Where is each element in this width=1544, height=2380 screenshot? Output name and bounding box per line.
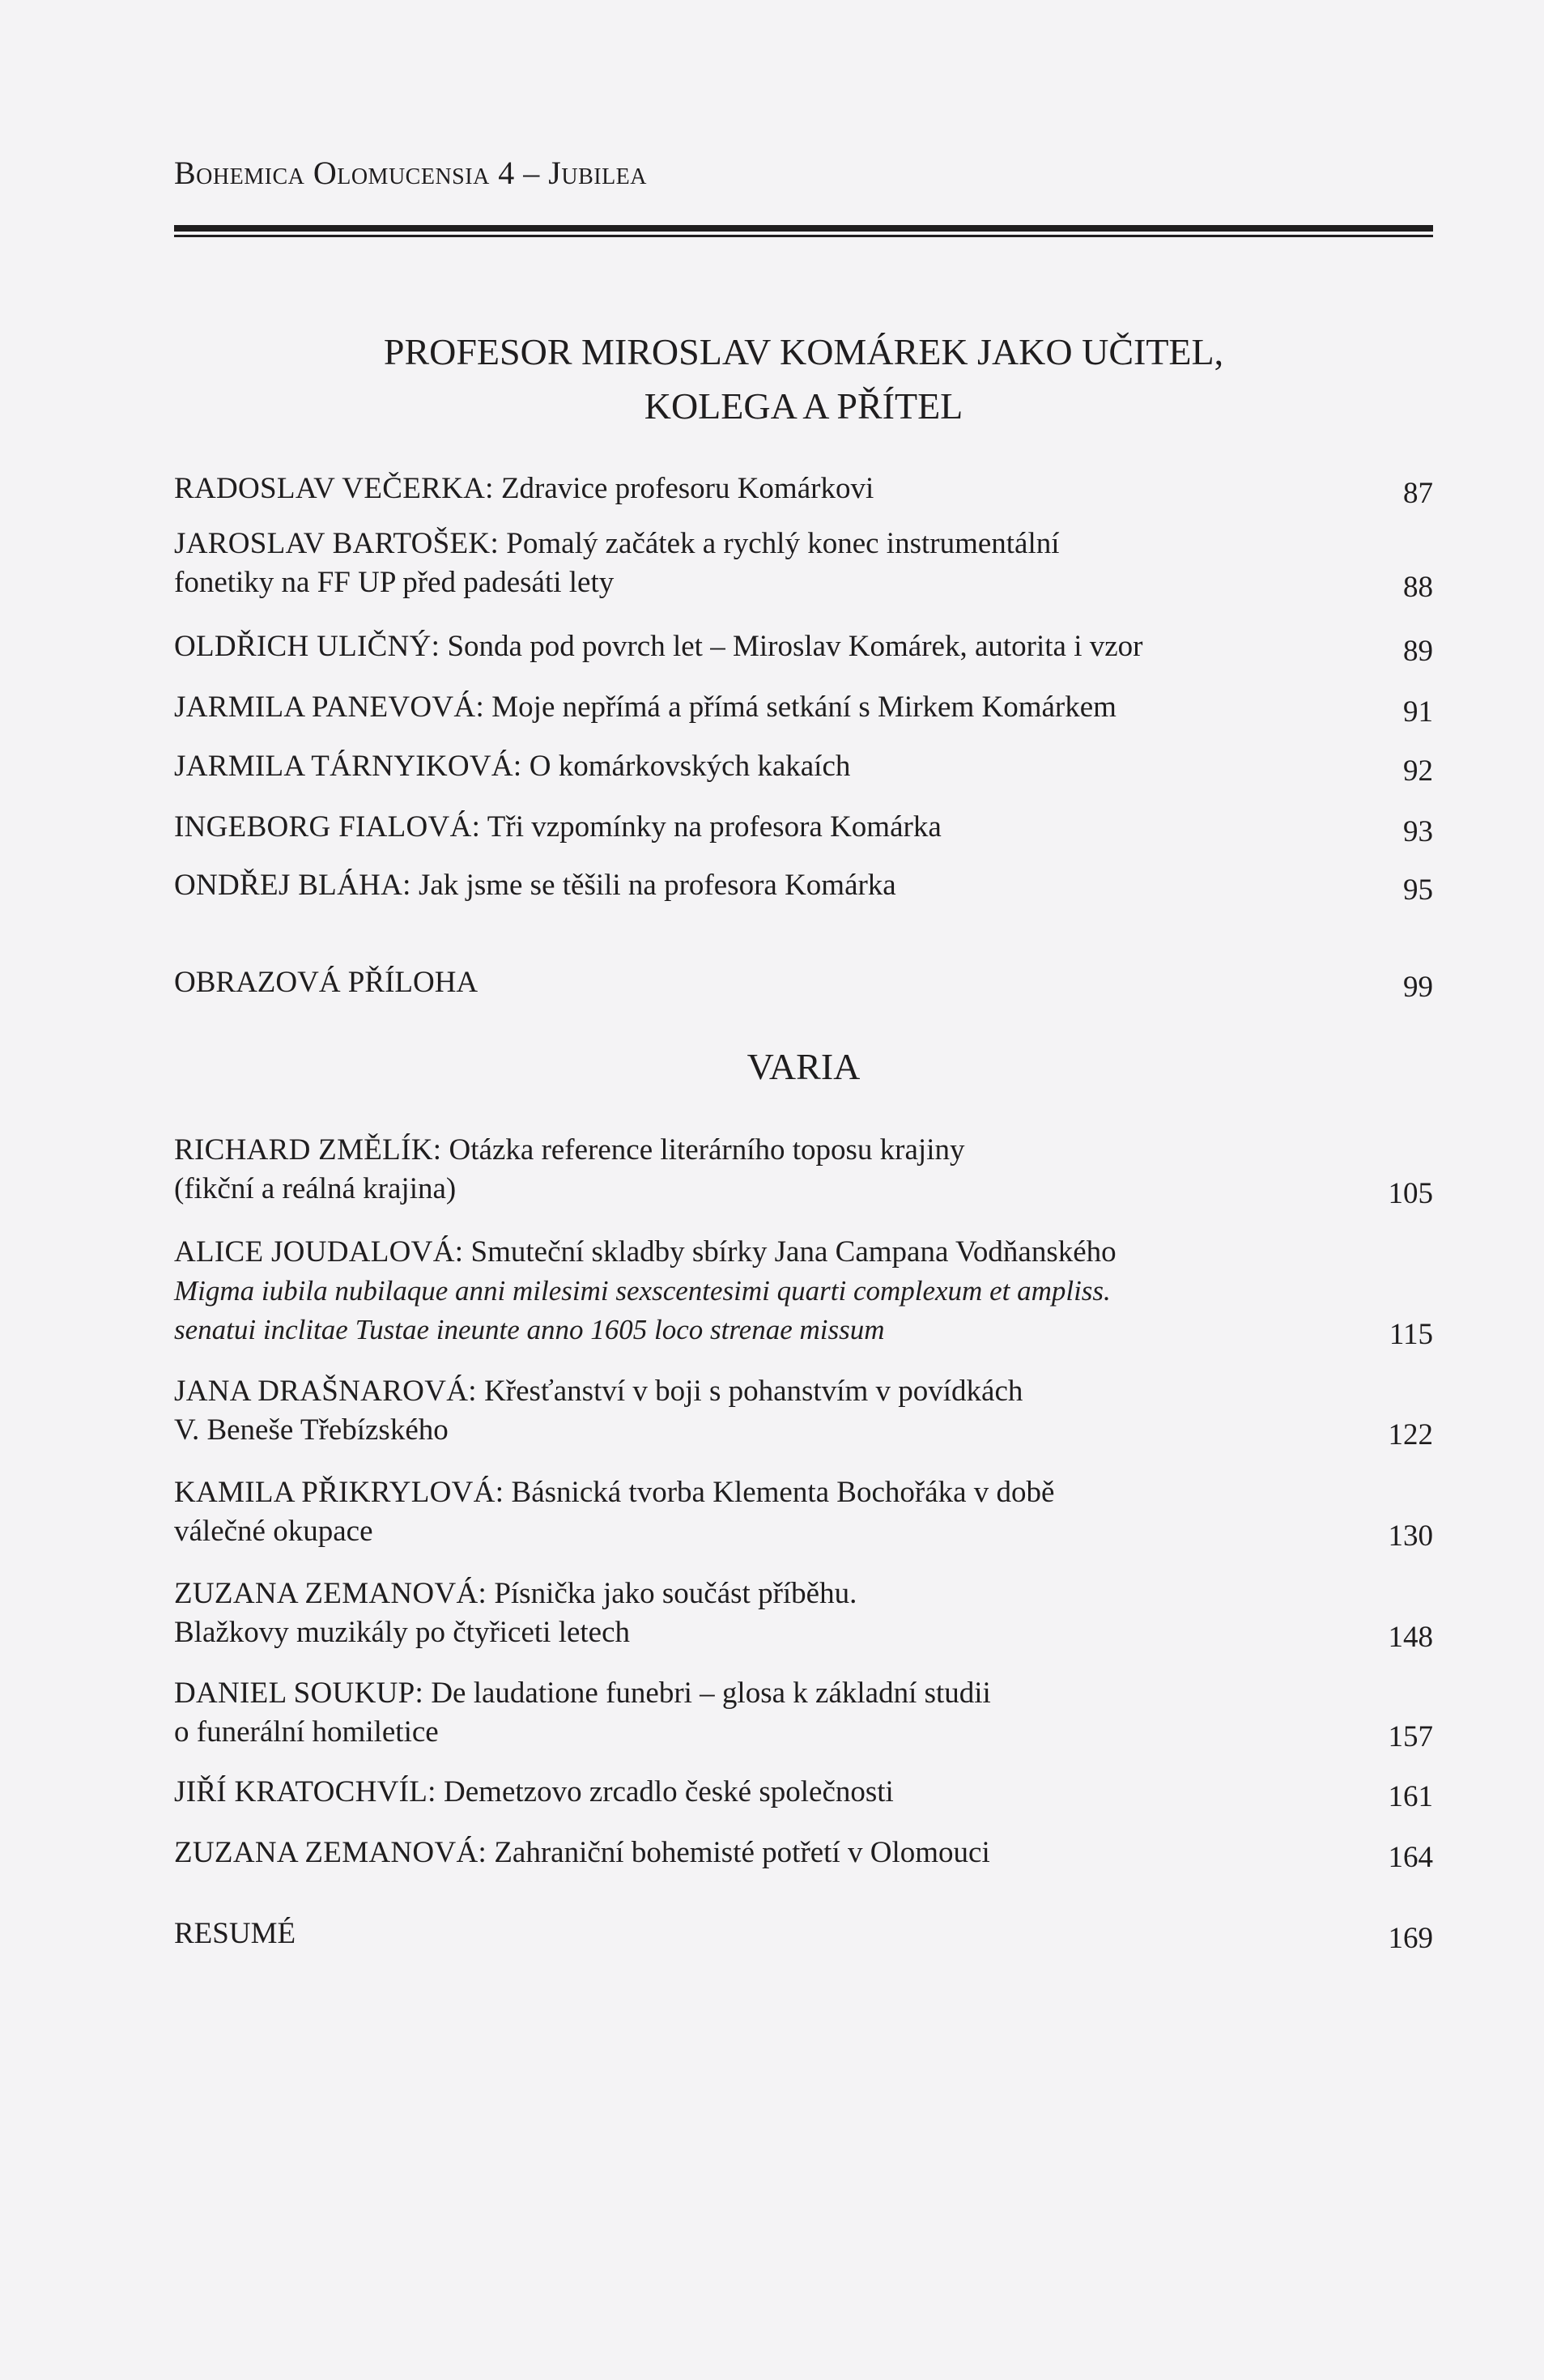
section-title-varia: VARIA [746, 1046, 861, 1087]
entry-page: 161 [1388, 1780, 1433, 1813]
toc-entry [174, 1773, 1433, 1812]
toc-entry-resume [174, 1915, 1433, 1953]
entry-author: DANIEL SOUKUP: [174, 1677, 424, 1710]
entry-author: RADOSLAV VEČERKA: [174, 472, 494, 505]
entry-page: 169 [1388, 1922, 1433, 1955]
section-title-line2: KOLEGA A PŘÍTEL [644, 385, 963, 427]
entry-label: RESUMÉ [174, 1917, 296, 1950]
entry-label: OBRAZOVÁ PŘÍLOHA [174, 966, 479, 999]
toc-entry [174, 1372, 1433, 1450]
entry-author: ZUZANA ZEMANOVÁ: [174, 1577, 487, 1610]
entry-title: Sonda pod povrch let – Miroslav Komárek, autorita i vzor [447, 630, 1143, 663]
toc-entry-obrazova [174, 963, 1433, 1002]
toc-entry [174, 1131, 1433, 1209]
toc-entry [174, 1834, 1433, 1872]
toc-entry [174, 1575, 1433, 1652]
toc-entry [174, 866, 1433, 905]
entry-title-cont: V. Beneše Třebízského [174, 1413, 449, 1447]
toc-entry [174, 808, 1433, 847]
entry-author: OLDŘICH ULIČNÝ: [174, 630, 440, 663]
entry-title: Písnička jako součást příběhu. [494, 1577, 857, 1610]
header-rule-thick [174, 225, 1433, 232]
header-rule-thin [174, 235, 1433, 237]
entry-page: 87 [1403, 477, 1433, 510]
entry-title-cont: válečné okupace [174, 1515, 373, 1548]
entry-page: 148 [1388, 1621, 1433, 1654]
entry-page: 89 [1403, 635, 1433, 668]
entry-page: 88 [1403, 571, 1433, 604]
entry-title-cont: fonetiky na FF UP před padesáti lety [174, 566, 615, 599]
entry-page: 115 [1389, 1318, 1433, 1351]
entry-page: 164 [1388, 1841, 1433, 1874]
entry-author: JANA DRAŠNAROVÁ: [174, 1375, 477, 1408]
entry-title: Smuteční skladby sbírky Jana Campana Vodňanského [470, 1235, 1117, 1269]
entry-author: INGEBORG FIALOVÁ: [174, 810, 481, 844]
toc-entry [174, 470, 1433, 508]
toc-entry [174, 747, 1433, 786]
entry-author: JARMILA PANEVOVÁ: [174, 691, 485, 724]
entry-author: KAMILA PŘIKRYLOVÁ: [174, 1476, 504, 1509]
toc-entry [174, 525, 1433, 602]
entry-title: Křesťanství v boji s pohanstvím v povídkách [484, 1375, 1023, 1408]
entry-page: 92 [1403, 754, 1433, 788]
toc-entry [174, 1473, 1433, 1551]
entry-title: Zdravice profesoru Komárkovi [500, 472, 874, 505]
toc-entry [174, 627, 1433, 666]
entry-author: ZUZANA ZEMANOVÁ: [174, 1836, 487, 1869]
entry-title: Zahraniční bohemisté potřetí v Olomouci [494, 1836, 990, 1869]
entry-title: Jak jsme se těšili na profesora Komárka [418, 869, 896, 902]
entry-title-cont: (fikční a reálná krajina) [174, 1172, 457, 1205]
entry-page: 93 [1403, 815, 1433, 848]
entry-title: O komárkovských kakaích [529, 750, 851, 783]
entry-page: 105 [1388, 1177, 1433, 1210]
entry-title: De laudatione funebri – glosa k základní studii [431, 1677, 991, 1710]
section-title-line1: PROFESOR MIROSLAV KOMÁREK JAKO UČITEL, [383, 331, 1224, 372]
entry-italic-line2: senatui inclitae Tustae ineunte anno 1605 loco strenae missum [174, 1314, 885, 1345]
entry-author: RICHARD ZMĚLÍK: [174, 1133, 442, 1167]
entry-title: Pomalý začátek a rychlý konec instrumentální [506, 527, 1060, 560]
entry-title: Moje nepřímá a přímá setkání s Mirkem Komárkem [491, 691, 1117, 724]
entry-title: Otázka reference literárního toposu krajiny [449, 1133, 965, 1167]
entry-italic-line1: Migma iubila nubilaque anni milesimi sexscentesimi quarti complexum et ampliss. [174, 1275, 1111, 1307]
entry-page: 99 [1403, 971, 1433, 1004]
entry-title-cont: o funerální homiletice [174, 1715, 439, 1749]
entry-page: 95 [1403, 873, 1433, 907]
entry-page: 157 [1388, 1720, 1433, 1753]
toc-entry [174, 688, 1433, 727]
entry-author: JAROSLAV BARTOŠEK: [174, 527, 500, 560]
toc-entry [174, 1233, 1433, 1349]
entry-title: Demetzovo zrcadlo české společnosti [444, 1775, 894, 1808]
entry-title-cont: Blažkovy muzikály po čtyřiceti letech [174, 1616, 631, 1649]
toc-entry [174, 1674, 1433, 1752]
running-header: Bohemica Olomucensia 4 – Jubilea [174, 155, 648, 191]
entry-author: JARMILA TÁRNYIKOVÁ: [174, 750, 522, 783]
entry-page: 91 [1403, 695, 1433, 729]
entry-author: JIŘÍ KRATOCHVÍL: [174, 1775, 436, 1808]
entry-author: ALICE JOUDALOVÁ: [174, 1235, 464, 1269]
entry-page: 130 [1388, 1519, 1433, 1553]
entry-author: ONDŘEJ BLÁHA: [174, 869, 411, 902]
entry-title: Tři vzpomínky na profesora Komárka [487, 810, 942, 844]
entry-title: Básnická tvorba Klementa Bochořáka v době [511, 1476, 1055, 1509]
entry-page: 122 [1388, 1418, 1433, 1451]
